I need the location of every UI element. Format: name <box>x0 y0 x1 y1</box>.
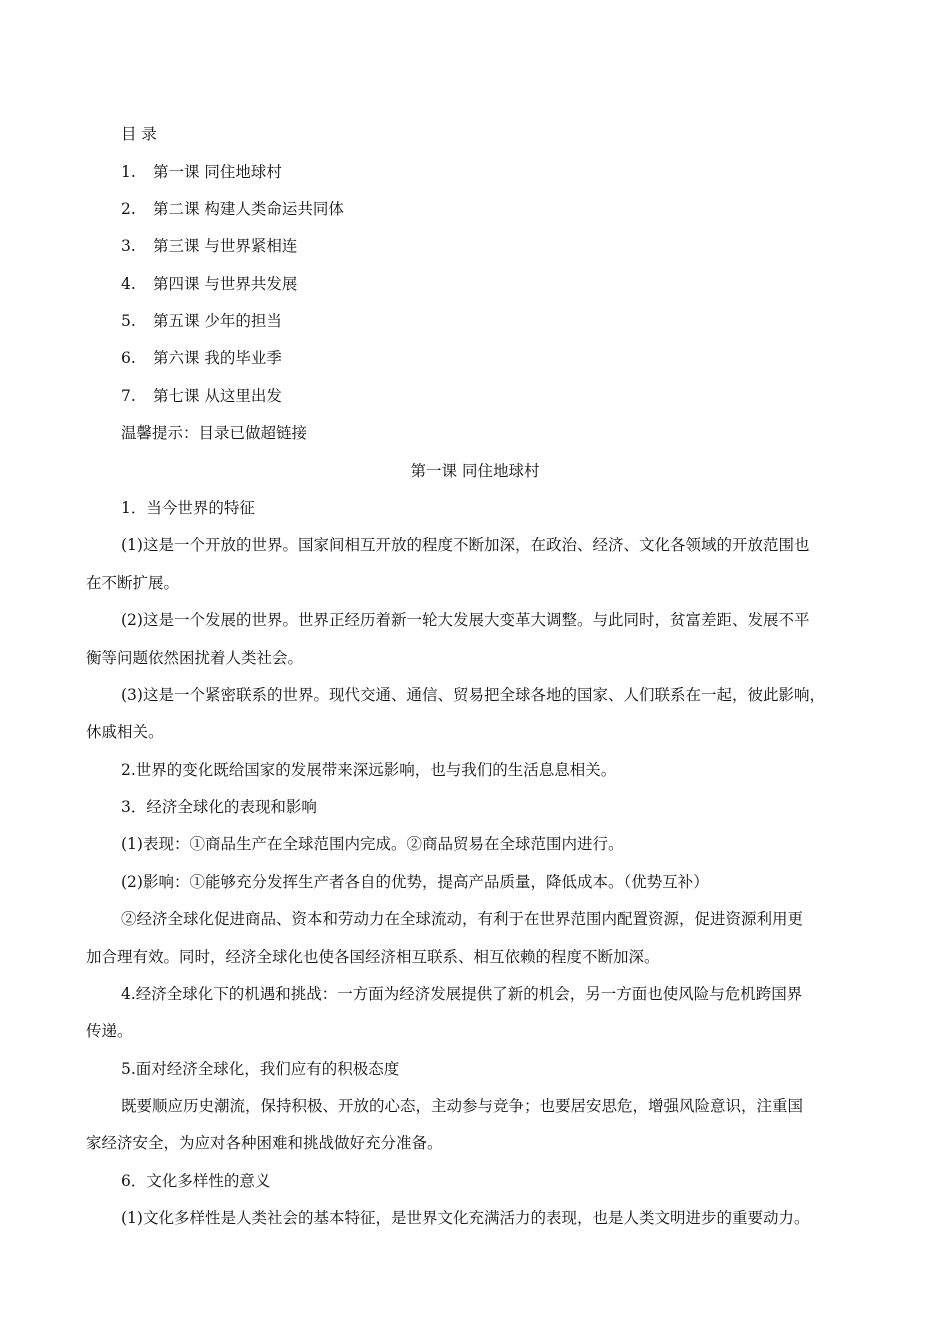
toc-link-lesson-3[interactable]: 第三课 与世界紧相连 <box>153 237 298 255</box>
toc-item-number: 7. <box>121 387 136 405</box>
toc-link-lesson-4[interactable]: 第四课 与世界共发展 <box>153 275 298 293</box>
toc-item-number: 4. <box>121 275 136 293</box>
toc-item-2[interactable] <box>121 199 901 219</box>
toc-item-number: 3. <box>121 237 136 255</box>
toc-title: 目 录 <box>121 125 157 143</box>
toc-link-lesson-7[interactable]: 第七课 从这里出发 <box>153 387 282 405</box>
toc-item-3[interactable] <box>121 236 901 256</box>
section-heading: 1．当今世界的特征 <box>121 499 255 517</box>
paragraph-line: ②经济全球化促进商品、资本和劳动力在全球流动，有利于在世界范围内配置资源，促进资源利用更 <box>121 910 804 928</box>
paragraph-line: 4.经济全球化下的机遇和挑战：一方面为经济发展提供了新的机会，另一方面也使风险与危机跨国界 <box>121 985 803 1003</box>
toc-item-number: 5. <box>121 312 136 330</box>
paragraph-line: 休戚相关。 <box>86 723 164 741</box>
lesson-title: 第一课 同住地球村 <box>410 462 540 480</box>
toc-item-5[interactable] <box>121 311 901 331</box>
toc-link-lesson-5[interactable]: 第五课 少年的担当 <box>153 312 282 330</box>
toc-item-6[interactable] <box>121 348 901 368</box>
toc-item-number: 1. <box>121 163 136 181</box>
toc-item-1[interactable] <box>121 162 901 182</box>
section-heading: 5.面对经济全球化，我们应有的积极态度 <box>121 1060 400 1078</box>
section-heading: 6．文化多样性的意义 <box>121 1172 271 1190</box>
paragraph-line: 家经济安全，为应对各种困难和挑战做好充分准备。 <box>86 1134 443 1152</box>
paragraph-line: (3)这是一个紧密联系的世界。现代交通、通信、贸易把全球各地的国家、人们联系在一起，彼此影响， <box>121 686 825 704</box>
toc-link-lesson-6[interactable]: 第六课 我的毕业季 <box>153 349 282 367</box>
toc-link-lesson-2[interactable]: 第二课 构建人类命运共同体 <box>153 200 344 218</box>
paragraph-line: (2)影响：①能够充分发挥生产者各自的优势，提高产品质量，降低成本。（优势互补） <box>121 873 709 891</box>
paragraph-line: (2)这是一个发展的世界。世界正经历着新一轮大发展大变革大调整。与此同时，贫富差距、发展不平 <box>121 611 810 629</box>
paragraph-line: 加合理有效。同时，经济全球化也使各国经济相互联系、相互依赖的程度不断加深。 <box>86 948 660 966</box>
paragraph-line: (1)这是一个开放的世界。国家间相互开放的程度不断加深，在政治、经济、文化各领域的开放范围也 <box>121 536 810 554</box>
paragraph-line: 在不断扩展。 <box>86 574 180 592</box>
paragraph-line: 既要顺应历史潮流，保持积极、开放的心态，主动参与竞争；也要居安思危，增强风险意识，注重国 <box>121 1097 804 1115</box>
toc-item-7[interactable] <box>121 386 901 406</box>
toc-link-lesson-1[interactable]: 第一课 同住地球村 <box>153 163 282 181</box>
toc-hint: 温馨提示：目录已做超链接 <box>121 424 308 442</box>
paragraph-line: 传递。 <box>86 1022 133 1040</box>
toc-item-number: 6. <box>121 349 136 367</box>
paragraph-line: 2.世界的变化既给国家的发展带来深远影响，也与我们的生活息息相关。 <box>121 761 617 779</box>
section-heading: 3．经济全球化的表现和影响 <box>121 798 317 816</box>
paragraph-line: 衡等问题依然困扰着人类社会。 <box>86 649 304 667</box>
paragraph-line: (1)文化多样性是人类社会的基本特征，是世界文化充满活力的表现，也是人类文明进步的重要动力。 <box>121 1209 810 1227</box>
paragraph-line: (1)表现：①商品生产在全球范围内完成。②商品贸易在全球范围内进行。 <box>121 835 624 853</box>
toc-item-4[interactable] <box>121 274 901 294</box>
toc-item-number: 2. <box>121 200 136 218</box>
